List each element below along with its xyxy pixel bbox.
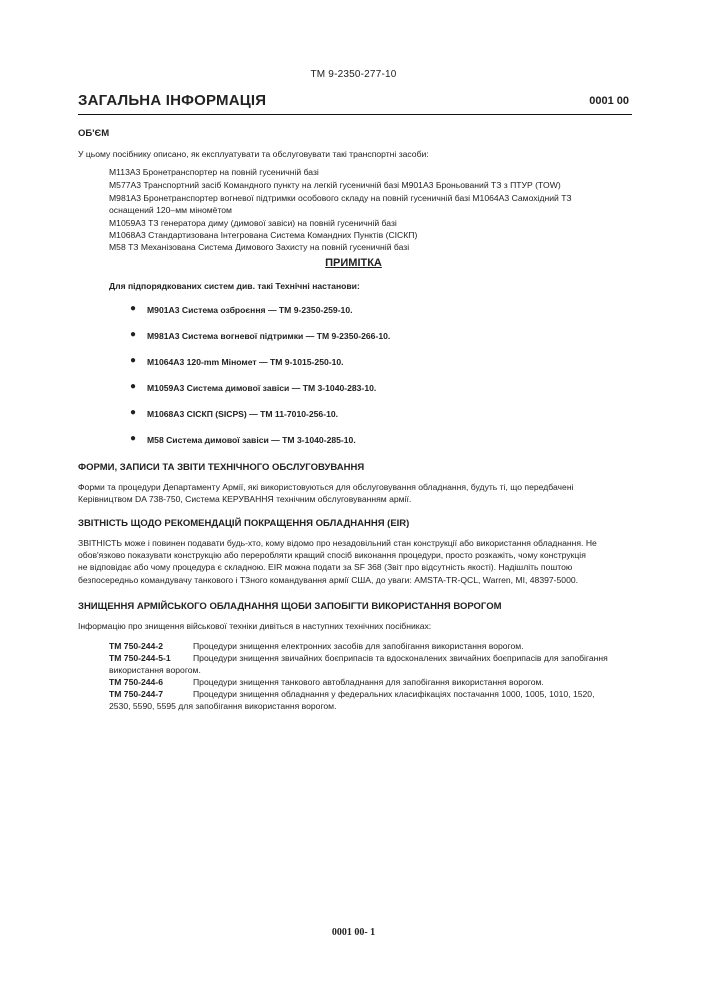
bullet-icon: ● <box>130 329 137 340</box>
bullet-icon: ● <box>130 433 137 444</box>
eir-line: обов'язково показувати конструкцію або переробляти кращий спосіб виконання процедури, просто розкажіть, чому конструкція <box>78 550 586 560</box>
eir-line: безпосередньо командувачу танкового і ТЗного командування армії США, до уваги: AMSTA-TR-QCL, Warren, MI, 48397-5000. <box>78 575 579 585</box>
doc-number: TM 9-2350-277-10 <box>310 69 397 80</box>
destruction-intro: Інформацію про знищення військової техніки дивіться в наступних технічних посібниках: <box>78 621 432 631</box>
note-title: ПРИМІТКА <box>325 257 382 269</box>
bullet-icon: ● <box>130 303 137 314</box>
manual-code: TM 750-244-5-1 <box>109 653 171 663</box>
manual-code: TM 750-244-2 <box>109 641 163 651</box>
vehicle-line: M1068A3 Стандартизована Інтегрована Система Командних Пунктів (СІСКП) <box>109 230 418 240</box>
manual-code: TM 750-244-6 <box>109 677 163 687</box>
note-item: M1068A3 СІСКП (SICPS) — TM 11-7010-256-10. <box>147 409 339 419</box>
manual-description: Процедури знищення звичайних боєприпасів та вдосконалених звичайних боєприпасів для запобігання <box>193 653 608 663</box>
forms-line: Керівництвом DA 738-750, Система КЕРУВАННЯ технічним обслуговуванням армії. <box>78 494 412 504</box>
manual-row <box>109 652 649 664</box>
eir-line: не відповідає або чому процедура є складною. EIR можна подати за SF 368 (Звіт про відсутність якості). Надішліть поштою <box>78 562 573 572</box>
page-footer: 0001 00- 1 <box>331 927 376 938</box>
vehicle-line: M981A3 Бронетранспортер вогневої підтримки особового складу на повній гусеничній базі M1064A3 Самохідний ТЗ <box>109 193 572 203</box>
note-item: M1064A3 120-mm Міномет — TM 9-1015-250-10. <box>147 357 344 367</box>
vehicle-line: M113A3 Бронетранспортер на повній гусеничній базі <box>109 167 319 177</box>
forms-heading: ФОРМИ, ЗАПИСИ ТА ЗВІТИ ТЕХНІЧНОГО ОБСЛУГОВУВАННЯ <box>78 462 365 473</box>
forms-line: Форми та процедури Департаменту Армії, які використовуються для обслуговування обладнання, будуть ті, що передбачені <box>78 482 574 492</box>
note-item: M1059A3 Система димової завіси — TM 3-1040-283-10. <box>147 383 377 393</box>
title-bar <box>78 92 632 115</box>
destruction-heading: ЗНИЩЕННЯ АРМІЙСЬКОГО ОБЛАДНАННЯ ЩОБИ ЗАПОБІГТИ ВИКОРИСТАННЯ ВОРОГОМ <box>78 601 502 612</box>
note-item: M901A3 Система озброєння — TM 9-2350-259-10. <box>147 305 353 315</box>
page-title: ЗАГАЛЬНА ІНФОРМАЦІЯ <box>78 92 267 109</box>
vehicle-line: M1059A3 ТЗ генератора диму (димової завіси) на повній гусеничній базі <box>109 218 397 228</box>
work-package-number: 0001 00 <box>589 95 629 107</box>
manual-row-continuation <box>109 700 649 712</box>
manual-description: Процедури знищення електронних засобів для запобігання використання ворогом. <box>193 641 524 651</box>
eir-line: ЗВІТНІСТЬ може і повинен подавати будь-хто, кому відомо про незадовільний стан конструкції або використання обладнання. Не <box>78 538 597 548</box>
eir-heading: ЗВІТНІСТЬ ЩОДО РЕКОМЕНДАЦІЙ ПОКРАЩЕННЯ ОБЛАДНАННЯ (EIR) <box>78 518 410 529</box>
note-intro: Для підпорядкованих систем див. такі Технічні настанови: <box>109 281 360 291</box>
note-item: M58 Система димової завіси — TM 3-1040-285-10. <box>147 435 356 445</box>
manual-description-continued: використання ворогом. <box>109 665 201 675</box>
manual-row <box>109 640 649 652</box>
vehicle-line: M577A3 Транспортний засіб Командного пункту на легкій гусеничній базі M901A3 Броньований ТЗ з ПТУР (TOW) <box>109 180 561 190</box>
bullet-icon: ● <box>130 407 137 418</box>
bullet-icon: ● <box>130 381 137 392</box>
manual-description-continued: 2530, 5590, 5595 для запобігання використання ворогом. <box>109 701 337 711</box>
note-item: M981A3 Система вогневої підтримки — TM 9-2350-266-10. <box>147 331 391 341</box>
manual-row-continuation <box>109 664 649 676</box>
manual-description: Процедури знищення обладнання у федеральних класифікаціях постачання 1000, 1005, 1010, 1520, <box>193 689 595 699</box>
manual-code: TM 750-244-7 <box>109 689 163 699</box>
vehicle-line: оснащений 120–мм міномётом <box>109 205 232 215</box>
bullet-icon: ● <box>130 355 137 366</box>
manual-row <box>109 688 649 700</box>
manual-row <box>109 676 649 688</box>
scope-heading: ОБ'ЄМ <box>78 128 110 139</box>
manual-description: Процедури знищення танкового автобладнання для запобігання використання ворогом. <box>193 677 544 687</box>
vehicle-line: M58 ТЗ Механізована Система Димового Захисту на повній гусеничній базі <box>109 242 410 252</box>
scope-intro: У цьому посібнику описано, як експлуатувати та обслуговувати такі транспортні засоби: <box>78 149 429 159</box>
